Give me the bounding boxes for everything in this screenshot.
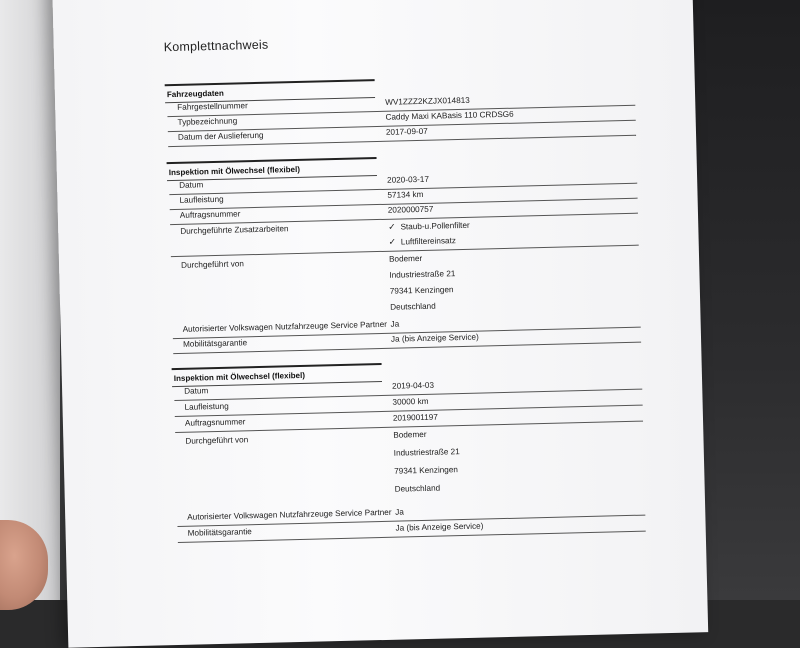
row-value: 57134 km bbox=[387, 189, 424, 200]
row-value: Ja bbox=[395, 507, 404, 517]
binder-edge bbox=[0, 0, 60, 600]
row-label: Auftragsnummer bbox=[184, 417, 246, 428]
address-line: Bodemer bbox=[393, 429, 427, 440]
section-heading-inspection-1: Inspektion mit Ölwechsel (flexibel) bbox=[167, 157, 377, 181]
zusatz-item-label: Luftfiltereinsatz bbox=[400, 236, 457, 247]
row-label: Fahrgestellnummer bbox=[177, 101, 248, 112]
page-title: Komplettnachweis bbox=[163, 37, 269, 55]
row-value: Ja (bis Anzeige Service) bbox=[390, 332, 479, 344]
address-line: Industriestraße 21 bbox=[389, 269, 456, 280]
row-label: Autorisierter Volkswagen Nutzfahrzeuge Service Partner bbox=[182, 319, 388, 334]
address-line: Industriestraße 21 bbox=[393, 447, 460, 458]
row-value: 2017-09-07 bbox=[385, 126, 428, 137]
row-value: Caddy Maxi KABasis 110 CRDSG6 bbox=[385, 109, 514, 122]
row-label: Datum der Auslieferung bbox=[177, 130, 264, 142]
row-label: Auftragsnummer bbox=[179, 209, 241, 220]
row-label: Durchgeführt von bbox=[180, 259, 244, 270]
row-label: Autorisierter Volkswagen Nutzfahrzeuge Service Partner bbox=[187, 507, 392, 522]
row-label: Durchgeführt von bbox=[185, 435, 249, 446]
row-value: WV1ZZZ2KZJX014813 bbox=[385, 95, 470, 107]
checkmark-icon: ✓ bbox=[388, 236, 397, 247]
row-durchgefuehrt-von-2 bbox=[175, 425, 645, 506]
row-value: Ja bbox=[390, 319, 400, 329]
zusatz-item bbox=[388, 235, 456, 248]
section-heading-vehicle: Fahrzeugdaten bbox=[165, 79, 375, 103]
row-durchgefuehrt-von-1 bbox=[171, 249, 640, 320]
address-line: 79341 Kenzingen bbox=[394, 465, 459, 476]
row-label: Durchgeführte Zusatzarbeiten bbox=[180, 224, 289, 236]
zusatz-item-label: Staub-u.Pollenfilter bbox=[400, 220, 470, 232]
row-label: Laufleistung bbox=[184, 401, 229, 412]
row-value: 2020000757 bbox=[387, 204, 434, 215]
address-line: Deutschland bbox=[394, 483, 441, 494]
document-page bbox=[52, 0, 708, 648]
zusatz-item bbox=[388, 220, 470, 233]
row-label: Mobilitätsgarantie bbox=[187, 527, 252, 538]
row-label: Datum bbox=[184, 386, 209, 396]
section-heading-inspection-2: Inspektion mit Ölwechsel (flexibel) bbox=[172, 363, 382, 387]
row-value: 2019001197 bbox=[392, 412, 438, 423]
row-value: 30000 km bbox=[392, 396, 429, 407]
address-line: Bodemer bbox=[388, 253, 423, 264]
row-value: 2020-03-17 bbox=[386, 174, 430, 185]
row-value: 2019-04-03 bbox=[392, 380, 435, 391]
row-label: Datum bbox=[179, 180, 204, 190]
row-label: Mobilitätsgarantie bbox=[182, 338, 248, 349]
row-label: Laufleistung bbox=[179, 194, 224, 205]
page-content bbox=[163, 28, 644, 538]
address-line: Deutschland bbox=[390, 301, 436, 312]
checkmark-icon: ✓ bbox=[388, 221, 396, 232]
address-line: 79341 Kenzingen bbox=[389, 285, 454, 296]
row-value: Ja (bis Anzeige Service) bbox=[395, 521, 484, 533]
row-label: Typbezeichnung bbox=[177, 116, 238, 127]
